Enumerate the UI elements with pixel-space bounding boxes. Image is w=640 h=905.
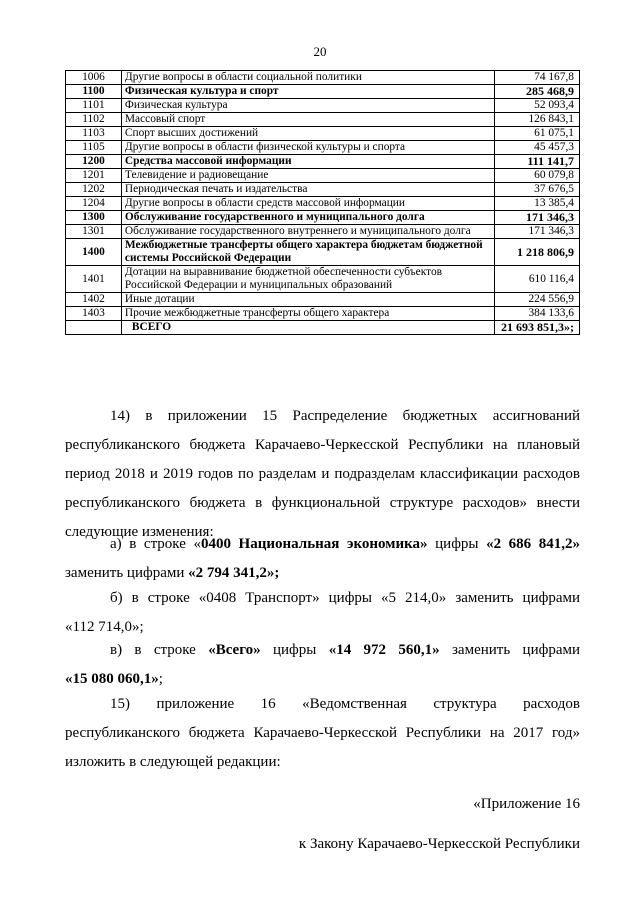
- item-c-old-value: «14 972 560,1»: [328, 642, 440, 658]
- row-amount: 45 457,3: [494, 141, 579, 155]
- table-row: [66, 211, 580, 225]
- table-row: [66, 321, 580, 335]
- table-row: [66, 141, 580, 155]
- item-a-line2-prefix: заменить цифрами: [65, 565, 189, 581]
- row-amount: 61 075,1: [494, 127, 579, 141]
- row-amount: 171 346,3: [494, 225, 579, 239]
- row-amount: 285 468,9: [494, 85, 579, 99]
- row-name: Прочие межбюджетные трансферты общего характера: [121, 307, 494, 321]
- table-row: [66, 155, 580, 169]
- row-amount: 384 133,6: [494, 307, 579, 321]
- item-b: [65, 584, 580, 642]
- table-row: [66, 85, 580, 99]
- item-b-line-1: б) в строке «0408 Транспорт» цифры «5 214,0» заменить цифрами: [110, 590, 580, 606]
- item-a-prefix: а) в строке «: [110, 536, 201, 552]
- row-code: 1200: [66, 155, 122, 169]
- table-row: [66, 113, 580, 127]
- budget-table-body: [66, 71, 580, 335]
- row-amount: 171 346,3: [494, 211, 579, 225]
- page-number: 20: [313, 44, 327, 59]
- item-a-row-name: 0400 Национальная экономика»: [200, 536, 428, 552]
- item-c-end: ;: [158, 671, 163, 687]
- item-c-row-name: «Всего»: [208, 642, 261, 658]
- row-code: 1202: [66, 183, 122, 197]
- row-amount: 52 093,4: [494, 99, 579, 113]
- row-name: Физическая культура и спорт: [121, 85, 494, 99]
- row-name: Другие вопросы в области социальной политики: [121, 71, 494, 85]
- row-amount: 610 116,4: [494, 266, 579, 293]
- table-row: [66, 293, 580, 307]
- row-code: 1204: [66, 197, 122, 211]
- row-amount: 126 843,1: [494, 113, 579, 127]
- item-a: [65, 530, 580, 588]
- table-row: [66, 71, 580, 85]
- table-row: [66, 266, 580, 293]
- appendix-subtitle: к Закону Карачаево-Черкесской Республики: [298, 836, 580, 852]
- row-name: Спорт высших достижений: [121, 127, 494, 141]
- row-name: Обслуживание государственного внутреннего и муниципального долга: [121, 225, 494, 239]
- table-row: [66, 239, 580, 266]
- row-name: Телевидение и радиовещание: [121, 169, 494, 183]
- paragraph-14-line: 14) в приложении 15 Распределение бюджетных ассигнований: [110, 408, 580, 424]
- paragraph-14: [65, 402, 580, 547]
- paragraph-14-line: период 2018 и 2019 годов по разделам и подразделам классификации расходов: [65, 466, 580, 482]
- row-amount: 224 556,9: [494, 293, 579, 307]
- row-amount: 111 141,7: [494, 155, 579, 169]
- table-row: [66, 127, 580, 141]
- row-code: 1301: [66, 225, 122, 239]
- item-c: [65, 636, 580, 694]
- item-a-new-value: «2 794 341,2»;: [188, 565, 280, 581]
- paragraph-15-line: республиканского бюджета Карачаево-Черкесской Республики на 2017 год»: [65, 725, 580, 741]
- row-code: 1105: [66, 141, 122, 155]
- row-name: Иные дотации: [121, 293, 494, 307]
- row-amount: 37 676,5: [494, 183, 579, 197]
- item-a-old-value: «2 686 841,2»: [486, 536, 581, 552]
- row-amount: 1 218 806,9: [494, 239, 579, 266]
- row-name: Физическая культура: [121, 99, 494, 113]
- row-code: 1400: [66, 239, 122, 266]
- row-code: 1402: [66, 293, 122, 307]
- row-name: Другие вопросы в области средств массовой информации: [121, 197, 494, 211]
- row-name: ВСЕГО: [121, 321, 494, 335]
- paragraph-14-line: следующие изменения:: [65, 524, 214, 540]
- row-code: 1100: [66, 85, 122, 99]
- table-row: [66, 99, 580, 113]
- paragraph-15-line: 15) приложение 16 «Ведомственная структура расходов: [110, 696, 580, 712]
- paragraph-14-line: республиканского бюджета Карачаево-Черкесской Республики на плановый: [65, 437, 580, 453]
- row-code: 1103: [66, 127, 122, 141]
- item-b-line-2: «112 714,0»;: [65, 619, 144, 635]
- row-name: Обслуживание государственного и муниципального долга: [121, 211, 494, 225]
- row-amount: 74 167,8: [494, 71, 579, 85]
- table-row: [66, 197, 580, 211]
- item-c-mid: цифры: [260, 642, 329, 658]
- appendix-title: «Приложение 16: [473, 796, 580, 812]
- row-name: Другие вопросы в области физической культуры и спорта: [121, 141, 494, 155]
- item-c-line-1: [65, 636, 580, 665]
- table-row: [66, 225, 580, 239]
- row-code: 1300: [66, 211, 122, 225]
- paragraph-15: [65, 690, 580, 777]
- paragraph-15-line: изложить в следующей редакции:: [65, 754, 281, 770]
- row-name: Дотации на выравнивание бюджетной обеспеченности субъектов Российской Федерации и муниципальных образований: [121, 266, 494, 293]
- table-row: [66, 183, 580, 197]
- row-code: 1401: [66, 266, 122, 293]
- row-name: Массовый спорт: [121, 113, 494, 127]
- row-code: 1102: [66, 113, 122, 127]
- budget-table: [65, 70, 580, 335]
- item-a-mid: цифры: [427, 536, 487, 552]
- row-code: [66, 321, 122, 335]
- item-c-prefix: в) в строке: [110, 642, 209, 658]
- row-code: 1006: [66, 71, 122, 85]
- row-amount: 60 079,8: [494, 169, 579, 183]
- table-row: [66, 169, 580, 183]
- row-amount: 13 385,4: [494, 197, 579, 211]
- row-code: 1101: [66, 99, 122, 113]
- item-c-suffix: заменить цифрами: [439, 642, 580, 658]
- row-name: Периодическая печать и издательства: [121, 183, 494, 197]
- item-a-line-1: [65, 530, 580, 559]
- row-code: 1403: [66, 307, 122, 321]
- item-c-new-value: «15 080 060,1»: [65, 671, 159, 687]
- table-row: [66, 307, 580, 321]
- paragraph-14-line: республиканского бюджета в функциональной структуре расходов» внести: [65, 495, 580, 511]
- row-amount: 21 693 851,3»;: [494, 321, 579, 335]
- row-name: Средства массовой информации: [121, 155, 494, 169]
- row-name: Межбюджетные трансферты общего характера бюджетам бюджетной системы Российской Федерации: [121, 239, 494, 266]
- row-code: 1201: [66, 169, 122, 183]
